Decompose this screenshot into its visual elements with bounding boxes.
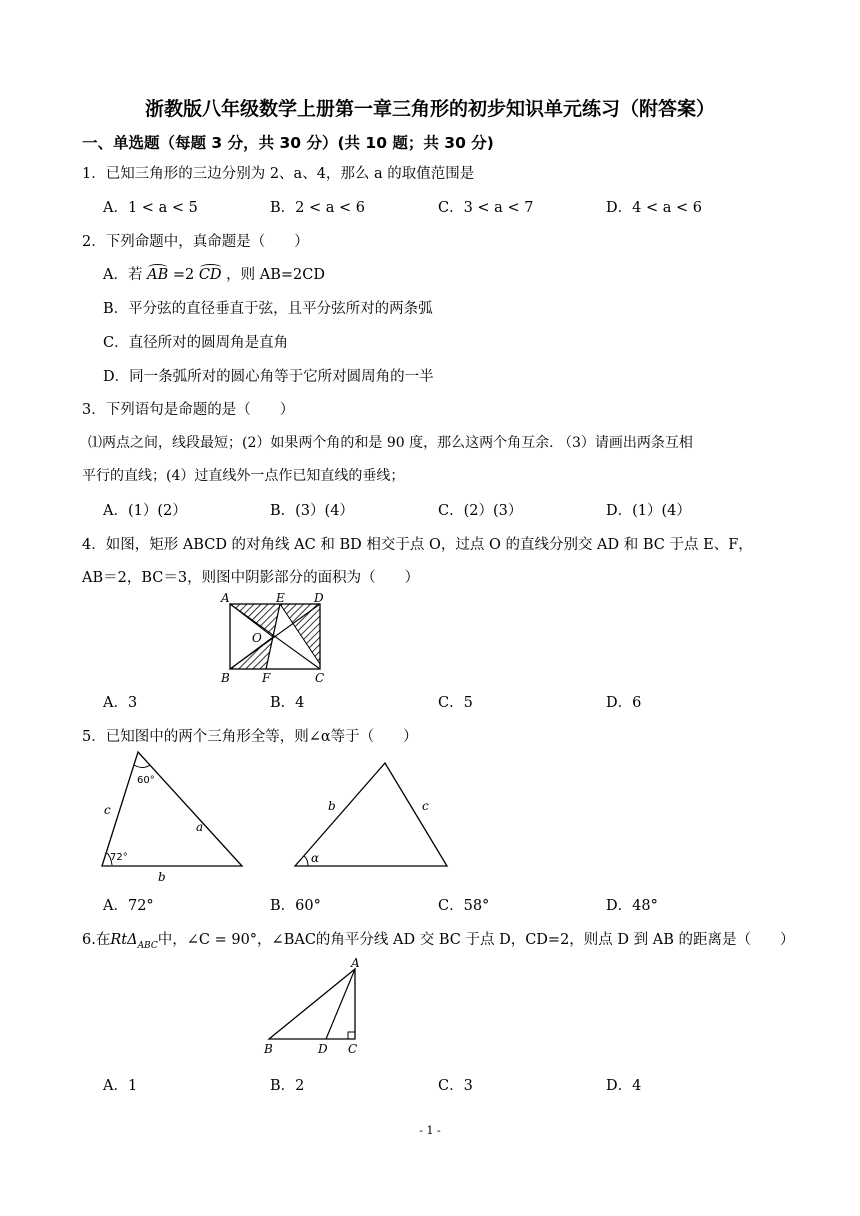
label-b-q6: B [264, 1042, 273, 1056]
q6-rt-triangle: RtΔ [110, 932, 138, 948]
page-title: 浙教版八年级数学上册第一章三角形的初步知识单元练习（附答案） [144, 98, 715, 120]
q2-option-c: C．直径所对的圆周角是直角 [103, 335, 289, 351]
triangle-figure-2 [288, 756, 453, 876]
side-b-label-2: b [328, 799, 336, 813]
q6-option-b: B．2 [270, 1078, 305, 1094]
section-heading: 一、单选题（每题 3 分，共 30 分）(共 10 题；共 30 分) [82, 134, 494, 152]
page-number: - 1 - [419, 1124, 441, 1137]
q6-stem-rest: 中，∠C = 90°，∠BAC的角平分线 AD 交 BC 于点 D，CD=2，则点 D 到 AB 的距离是（ ） [157, 932, 795, 948]
q6-option-a: A．1 [103, 1078, 138, 1094]
q2-option-b: B．平分弦的直径垂直于弦，且平分弦所对的两条弧 [103, 301, 433, 317]
side-c-label-2: c [422, 799, 429, 813]
q6-rt-subscript: ABC [137, 940, 158, 951]
q5-option-c: C．58° [438, 898, 490, 914]
question-3-body-line-2: 平行的直线；(4）过直线外一点作已知直线的垂线； [82, 468, 405, 484]
question-3-body-line-1: ⑴两点之间，线段最短；(2）如果两个角的和是 90 度，那么这两个角互余. （3）请画出两条互相 [88, 435, 693, 451]
q4-option-c: C．5 [438, 695, 473, 711]
q5-option-b: B．60° [270, 898, 321, 914]
question-4-stem-line-1: 4．如图，矩形 ABCD 的对角线 AC 和 BD 相交于点 O，过点 O 的直线分别交 AD 和 BC 于点 E、F， [82, 537, 753, 553]
q3-option-a: A．(1）(2） [103, 503, 187, 519]
q1-option-a: A．1 < a < 5 [103, 200, 198, 216]
q2-option-a [103, 263, 325, 284]
question-5-stem: 5．已知图中的两个三角形全等，则∠α等于（ ） [82, 729, 418, 745]
q2-option-a-suffix: ，则 AB=2CD [221, 267, 326, 283]
rectangle-figure [218, 590, 338, 686]
label-a: A [221, 591, 230, 605]
label-f: F [262, 671, 271, 685]
right-angle-mark [348, 1032, 355, 1039]
question-6-stem [82, 928, 795, 951]
label-c: C [315, 671, 325, 685]
q2-option-a-mid: =2 [168, 267, 199, 283]
label-d: D [314, 591, 324, 605]
q1-option-d: D．4 < a < 6 [606, 200, 702, 216]
q3-option-c: C．(2）(3） [438, 503, 523, 519]
label-c-q6: C [348, 1042, 358, 1056]
side-c-label: c [104, 803, 111, 817]
angle-60-label: 60° [137, 775, 155, 786]
q6-option-c: C．3 [438, 1078, 473, 1094]
label-e: E [276, 591, 285, 605]
q6-stem-prefix: 6.在 [82, 932, 111, 948]
q1-option-c: C．3 < a < 7 [438, 200, 534, 216]
question-2-stem: 2．下列命题中，真命题是（ ） [82, 234, 309, 250]
q4-option-b: B．4 [270, 695, 305, 711]
q5-option-a: A．72° [103, 898, 154, 914]
triangle-figure-1 [95, 748, 250, 888]
q4-option-a: A．3 [103, 695, 138, 711]
bisector-ad [326, 969, 355, 1039]
q3-option-d: D．(1）(4） [606, 503, 691, 519]
arc-cd: CD [198, 267, 222, 283]
q2-option-a-prefix: A．若 [103, 267, 148, 283]
arc-ab: AB [147, 267, 169, 283]
angle-72-label: 72° [110, 852, 128, 863]
right-triangle-figure [262, 955, 372, 1059]
side-a-label: a [196, 820, 204, 834]
q1-option-b: B．2 < a < 6 [270, 200, 365, 216]
label-d-q6: D [318, 1042, 328, 1056]
q3-option-b: B．(3）(4） [270, 503, 354, 519]
side-b-label: b [158, 870, 166, 884]
label-b: B [221, 671, 230, 685]
question-4-stem-line-2: AB＝2，BC＝3，则图中阴影部分的面积为（ ） [82, 570, 420, 586]
label-a-q6: A [351, 956, 360, 970]
q2-option-d: D．同一条弧所对的圆心角等于它所对圆周角的一半 [103, 369, 434, 385]
q6-option-d: D．4 [606, 1078, 642, 1094]
question-3-stem: 3．下列语句是命题的是（ ） [82, 402, 295, 418]
q5-option-d: D．48° [606, 898, 658, 914]
label-o: O [252, 631, 262, 645]
angle-alpha-label: α [311, 851, 320, 865]
q4-option-d: D．6 [606, 695, 642, 711]
question-1-stem: 1．已知三角形的三边分别为 2、a、4，那么 a 的取值范围是 [82, 166, 475, 182]
